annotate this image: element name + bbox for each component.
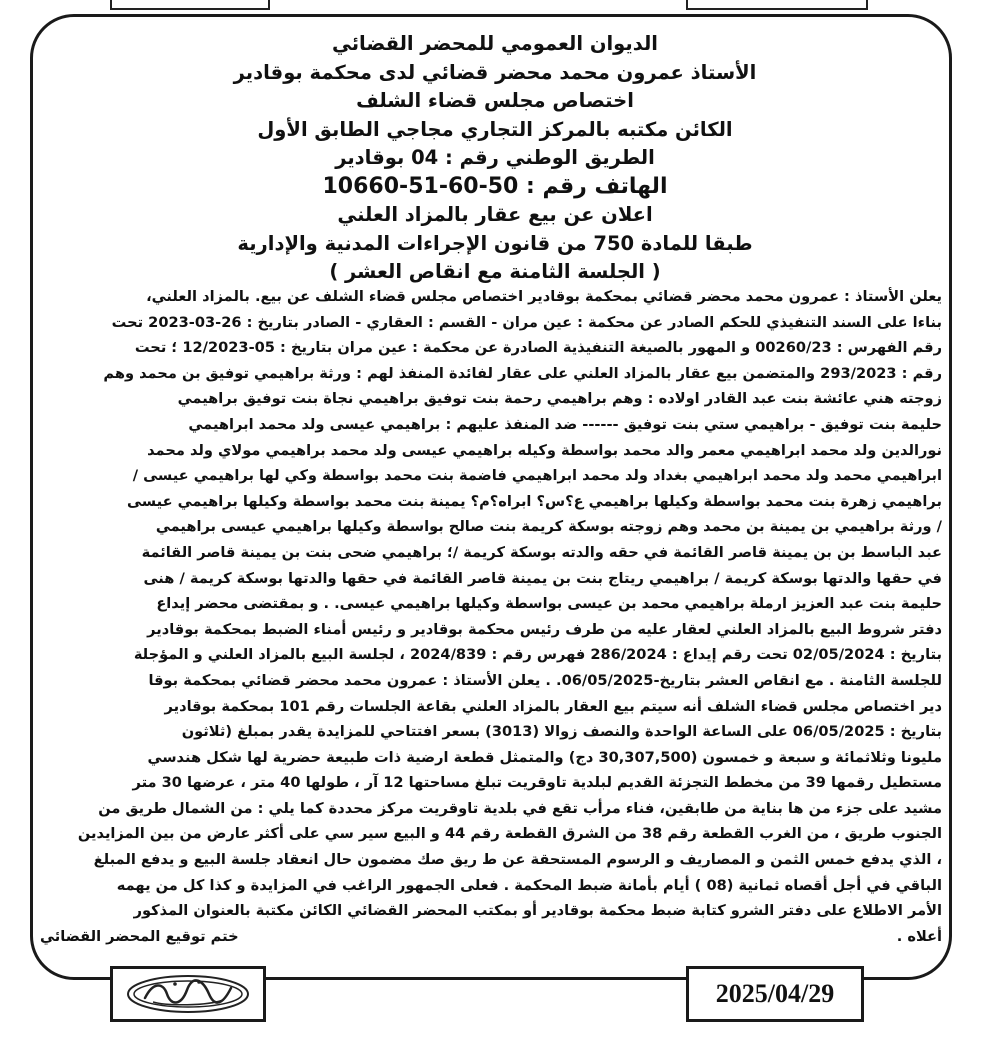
top-left-tab	[110, 0, 270, 10]
body-line: / ورثة براهيمي بن يمينة بن محمد وهم زوجته بوسكة كريمة بنت صالح بواسطة وكيلها براهيمي عيسى براهيمي	[155, 518, 942, 536]
body-line: عبد الباسط بن بن يمينة قاصر القائمة في حقه والدته بوسكة كريمة /؛ براهيمي ضحى بنت بن يمينة قاصر القائمة	[141, 543, 942, 561]
publication-date: 2025/04/29	[715, 979, 835, 1008]
body-line: الباقي في أجل أقصاه ثمانية (08 ) أيام بأمانة ضبط المحكمة . فعلى الجمهور الراغب في المزايدة و كذا كل من يهمه	[116, 876, 942, 894]
notice-title: اعلان عن بيع عقار بالمزاد العلني	[337, 203, 653, 226]
session-label: ( الجلسة الثامنة مع انقاص العشر )	[329, 260, 661, 283]
bailiff-name: الأستاذ عمرون محمد محضر قضائي لدى محكمة بوقادير	[233, 60, 757, 84]
body-line: الأمر الاطلاع على دفتر الشرو كتابة ضبط محكمة بوقادير أو بمكتب المحضر القضائي الكائن مكتبة بالعنوان المذكور	[133, 902, 942, 920]
body-line: بتاريخ : 06/05/2025 على الساعة الواحدة والنصف زوالا (3013) بسعر افتتاحي للمزايدة يقدر بمبلغ (ثلاثون	[181, 723, 942, 741]
body-line: مستطيل رقمها 39 من مخطط التجزئة القديم لبلدية تاوقريت تبلغ مساحتها 12 آر ، طولها 40 متر ، عرضها 30 متر	[132, 774, 942, 792]
body-line: مليونا وثلاثمائة و سبعة و خمسون (30,307,500 دج) والمتمثل قطعة ارضية ذات طبيعة حضرية لها شكل هندسي	[147, 748, 942, 766]
body-line: دفتر شروط البيع بالمزاد العلني لعقار عليه من طرف رئيس محكمة بوقادير و رئيس أمناء الضبط بمحكمة بوقادير	[147, 620, 942, 638]
legal-basis: طبقا للمادة 750 من قانون الإجراءات المدنية والإدارية	[237, 231, 753, 255]
body-line: الجنوب طريق ، من الغرب القطعة رقم 38 من الشرق القطعة رقم 44 و البيع سير سي على أكثر عارض من بين المزايدين	[77, 825, 942, 843]
body-line: في حقها والدتها بوسكة كريمة / براهيمي ريتاج بنت بن يمينة قاصر القائمة في حقها والدتها بوسكة كريمة / هنى	[143, 569, 942, 587]
body-line: حليمة بنت عبد العزيز ارملة براهيمي محمد بن عيسى بواسطة وكيلها براهيمي عيسى. . و بمقتضى محضر إيداع	[156, 595, 942, 613]
jurisdiction: اختصاص مجلس قضاء الشلف	[356, 89, 634, 112]
body-line: ، الذي يدفع خمس الثمن و المصاريف و الرسوم المستحقة عن ط ريق صك مضمون حال انعقاد جلسة البيع و يدفع المبلغ	[93, 851, 942, 869]
office-title: الديوان العمومي للمحضر القضائي	[331, 32, 658, 55]
body-line: بناءا على السند التنفيذي للحكم الصادر عن محكمة : عين مران - القسم : العقاري - الصادر بتاريخ : 26-03-2023 تحت	[111, 313, 942, 331]
body-line: زوجته هني عائشة بنت عبد القادر اولاده : وهم براهيمي رحمة بنت توفيق براهيمي نجاة بنت توفيق براهيمي	[177, 390, 942, 408]
notice-body	[40, 284, 942, 949]
body-line: يعلن الأستاذ : عمرون محمد محضر قضائي بمحكمة بوقادير اختصاص مجلس قضاء الشلف عن بيع. بالمزاد العلني،	[146, 288, 942, 305]
closing-text: أعلاه .	[896, 927, 942, 945]
closing-line	[40, 924, 942, 950]
phone-number: الهاتف رقم : 50-60-51-10660	[322, 173, 668, 199]
top-right-tab	[686, 0, 868, 10]
body-line: مشيد على جزء من ها بناية من طابقين، فناء مرأب تقع في بلدية تاوقريت مركز محددة كما يلي : من الشمال طريق من	[98, 799, 942, 817]
body-line: نورالدين ولد محمد ابراهيمي معمر والد محمد بواسطة وكيله براهيمي عيسى ولد محمد براهيمي مولاي ولد محمد	[147, 441, 942, 459]
body-line: دير اختصاص مجلس قضاء الشلف أنه سيتم بيع العقار بالمزاد العلني بقاعة الجلسات رقم 101 بمحكمة بوقادير	[164, 697, 942, 715]
publisher-logo-box	[110, 966, 266, 1022]
body-line: للجلسة الثامنة . مع انقاص العشر بتاريخ-06/05/2025. . يعلن الأستاذ : عمرون محمد محضر قضائي بمحكمة بوقا	[148, 671, 942, 689]
notice-header	[60, 30, 930, 287]
body-line: بتاريخ : 02/05/2024 تحت رقم إيداع : 286/2024 فهرس رقم : 2024/839 ، لجلسة البيع بالمزاد العلني و المؤجلة	[133, 646, 942, 664]
signature-label: ختم توقيع المحضر القضائي	[40, 927, 239, 945]
body-line: براهيمي زهرة بنت محمد بواسطة وكيلها براهيمي ع؟س؟ ابراه؟م؟ يمينة بنت محمد بواسطة وكيلها براهيمي عيسى	[127, 492, 942, 510]
body-line: رقم الفهرس : 00260/23 و المهور بالصيغة التنفيذية الصادرة عن محكمة : عين مران بتاريخ : 05-12/2023 ؛ تحت	[134, 339, 942, 357]
body-line: حليمة بنت توفيق - براهيمي ستي بنت توفيق ------ ضد المنفذ عليهم : براهيمي عيسى ولد محمد ابراهيمي	[188, 415, 942, 433]
body-line: رقم : 293/2023 والمتضمن بيع عقار بالمزاد العلني على عقار لفائدة المنفذ لهم : ورثة براهيمي توفيق بن محمد وهم	[103, 364, 942, 382]
publisher-logo	[123, 972, 253, 1016]
office-address: الكائن مكتبه بالمركز التجاري مجاجي الطابق الأول	[257, 117, 733, 141]
publication-date-box	[686, 966, 864, 1022]
road-address: الطريق الوطني رقم : 04 بوقادير	[335, 146, 655, 169]
body-line: ابراهيمي محمد ولد محمد ابراهيمي بغداد ولد محمد ابراهيمي فاضمة بنت محمد بواسطة وكي لها براهيمي عيسى /	[132, 467, 942, 485]
